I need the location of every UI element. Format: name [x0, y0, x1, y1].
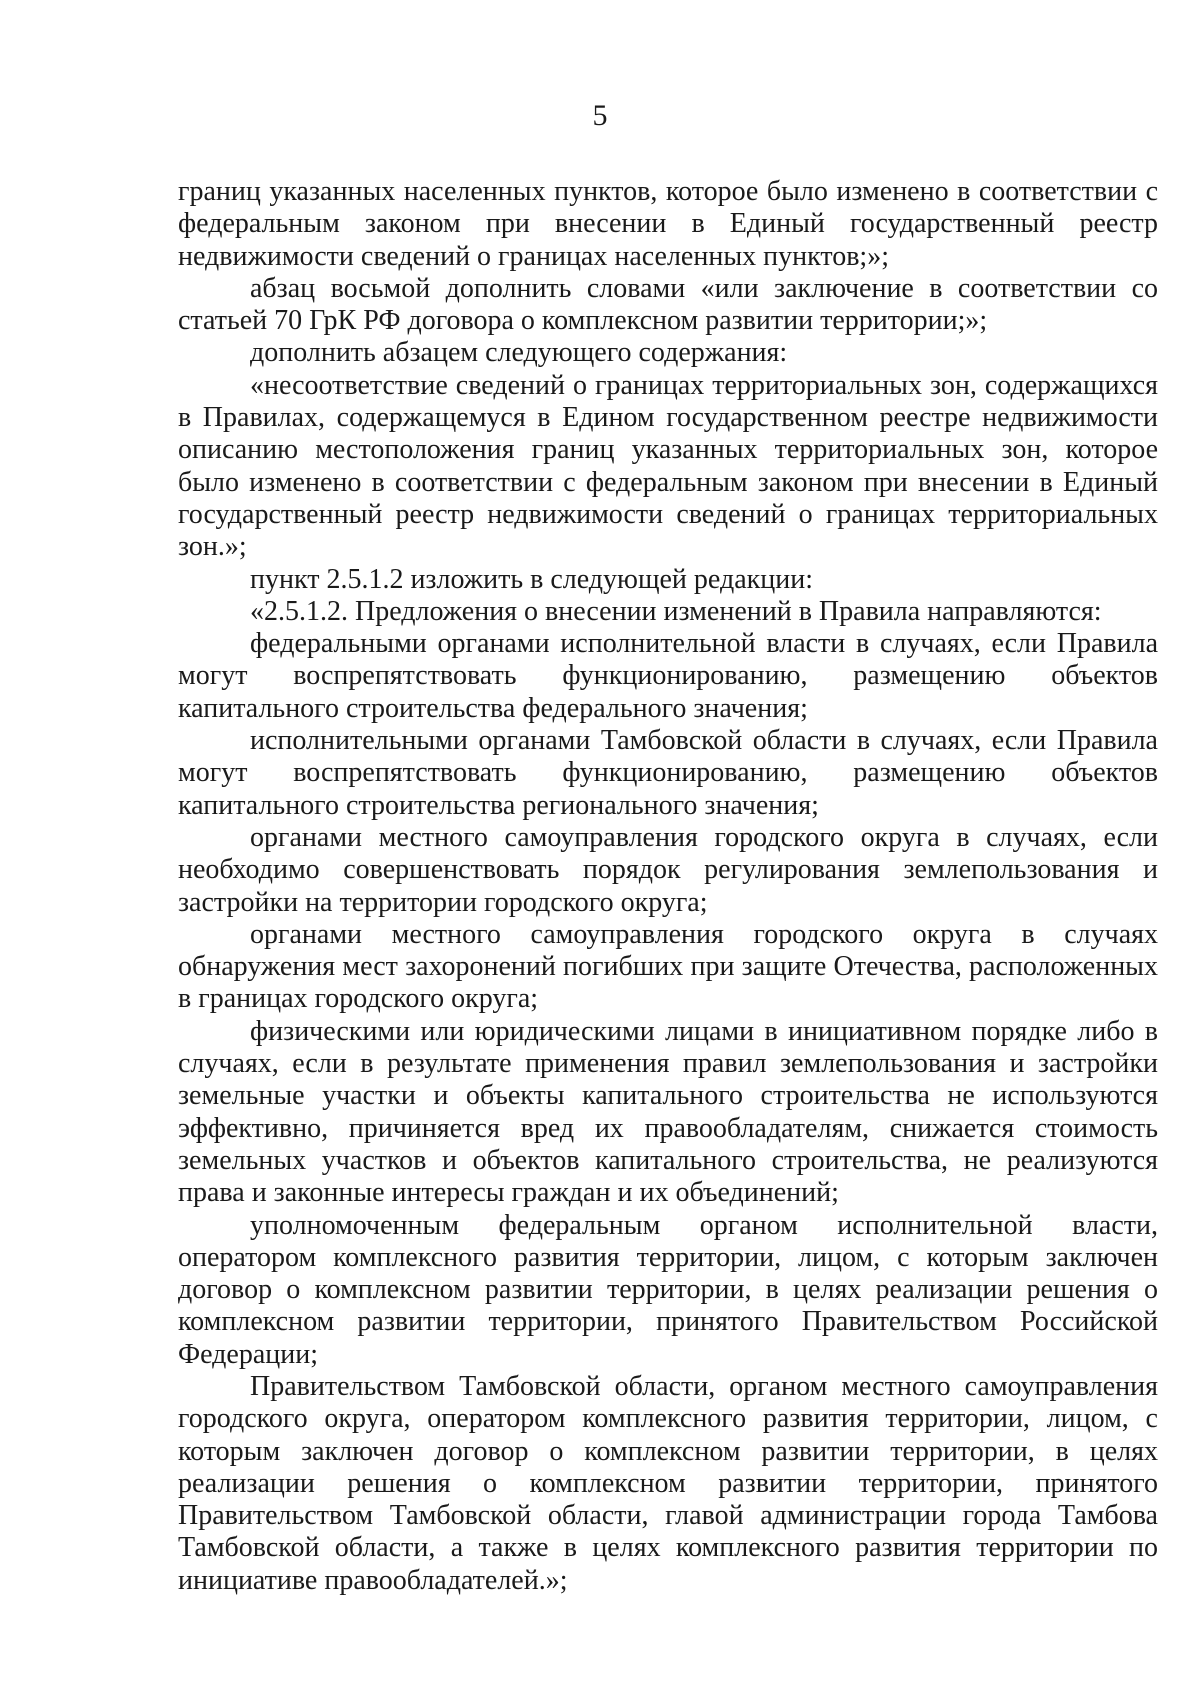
paragraph: дополнить абзацем следующего содержания: — [250, 337, 788, 369]
paragraph: органами местного самоуправления городского округа в случаях обнаружения мест захоронений погибших при защите Отечества, расположенных в границах городского округа; — [178, 918, 1158, 1015]
paragraph: уполномоченным федеральным органом исполнительной власти, оператором комплексного развития территории, лицом, с которым заключен договор о комплексном развитии территории, в целях реализации решения о комплексном развитии территории, принятого Правительством Российской Федерации; — [178, 1209, 1158, 1370]
paragraph: органами местного самоуправления городского округа в случаях, если необходимо совершенствовать порядок регулирования землепользования и застройки на территории городского округа; — [178, 821, 1158, 918]
document-body — [178, 176, 1158, 1597]
paragraph: «несоответствие сведений о границах территориальных зон, содержащихся в Правилах, содержащемуся в Едином государственном реестре недвижимости описанию местоположения границ указанных территориальных зон, которое было изменено в соответствии с федеральным законом при внесении в Единый государственный реестр недвижимости сведений о границах территориальных зон.»; — [178, 369, 1158, 563]
paragraph-continuation: границ указанных населенных пунктов, которое было изменено в соответствии с федеральным законом при внесении в Единый государственный реестр недвижимости сведений о границах населенных пунктов;»; — [178, 176, 1158, 272]
paragraph: Правительством Тамбовской области, органом местного самоуправления городского округа, оператором комплексного развития территории, лицом, с которым заключен договор о комплексном развитии территории, в целях реализации решения о комплексном развитии территории, принятого Правительством Тамбовской области, главой администрации города Тамбова Тамбовской области, а также в целях комплексного развития территории по инициативе правообладателей.»; — [178, 1370, 1158, 1596]
paragraph: пункт 2.5.1.2 изложить в следующей редакции: — [250, 563, 813, 595]
paragraph: абзац восьмой дополнить словами «или заключение в соответствии со статьей 70 ГрК РФ договора о комплексном развитии территории;»; — [178, 272, 1158, 337]
paragraph: исполнительными органами Тамбовской области в случаях, если Правила могут воспрепятствовать функционированию, размещению объектов капитального строительства регионального значения; — [178, 725, 1158, 821]
page-number: 5 — [592, 99, 608, 132]
paragraph: федеральными органами исполнительной власти в случаях, если Правила могут воспрепятствовать функционированию, размещению объектов капитального строительства федерального значения; — [178, 628, 1158, 724]
paragraph: физическими или юридическими лицами в инициативном порядке либо в случаях, если в результате применения правил землепользования и застройки земельные участки и объекты капитального строительства не используются эффективно, причиняется вред их правообладателям, снижается стоимость земельных участков и объектов капитального строительства, не реализуются права и законные интересы граждан и их объединений; — [178, 1015, 1158, 1209]
paragraph: «2.5.1.2. Предложения о внесении изменений в Правила направляются: — [250, 595, 1102, 627]
